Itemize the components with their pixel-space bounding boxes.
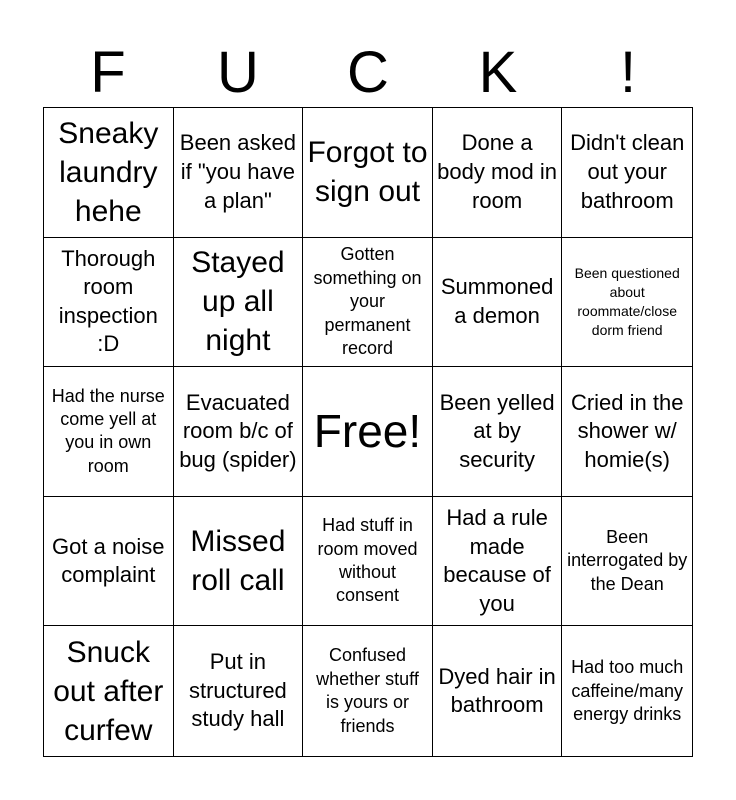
bingo-cell[interactable]	[174, 238, 304, 368]
cell-text: Dyed hair in bathroom	[438, 663, 556, 718]
cell-text: Stayed up all night	[191, 246, 285, 358]
bingo-cell[interactable]	[303, 108, 433, 238]
cell-text: Confused whether stuff is yours or friends	[316, 645, 419, 736]
free-space-text: Free!	[313, 405, 422, 458]
cell-text: Had too much caffeine/many energy drinks	[571, 657, 684, 724]
bingo-cell[interactable]	[44, 626, 174, 756]
bingo-cell[interactable]	[174, 626, 304, 756]
cell-text: Been asked if "you have a plan"	[179, 130, 296, 213]
free-space[interactable]	[303, 367, 433, 497]
bingo-cell[interactable]	[433, 108, 563, 238]
bingo-cell[interactable]	[174, 497, 304, 627]
cell-text: Forgot to sign out	[307, 136, 428, 209]
header-letter-5: !	[619, 40, 637, 105]
cell-text: Gotten something on your permanent record	[313, 244, 422, 358]
cell-text: Been yelled at by security	[439, 389, 555, 472]
cell-text: Been interrogated by the Dean	[567, 527, 688, 594]
cell-text: Missed roll call	[190, 525, 286, 598]
bingo-cell[interactable]	[44, 108, 174, 238]
cell-text: Cried in the shower w/ homie(s)	[570, 389, 684, 472]
cell-text: Had the nurse come yell at you in own room	[51, 385, 165, 476]
cell-text: Didn't clean out your bathroom	[570, 130, 685, 213]
cell-text: Had stuff in room moved without consent	[317, 515, 418, 606]
cell-text: Evacuated room b/c of bug (spider)	[179, 389, 297, 472]
cell-text: Snuck out after curfew	[53, 635, 164, 747]
bingo-cell[interactable]	[562, 626, 692, 756]
bingo-cell[interactable]	[562, 238, 692, 368]
bingo-cell[interactable]	[303, 497, 433, 627]
cell-text: Got a noise complaint	[52, 533, 165, 588]
bingo-cell[interactable]	[433, 626, 563, 756]
header-letter-2: U	[217, 40, 259, 105]
header-letter-3: C	[347, 40, 389, 105]
bingo-cell[interactable]	[44, 367, 174, 497]
cell-text: Sneaky laundry hehe	[58, 116, 159, 228]
bingo-cell[interactable]	[44, 238, 174, 368]
bingo-cell[interactable]	[562, 497, 692, 627]
bingo-cell[interactable]	[562, 367, 692, 497]
bingo-cell[interactable]	[303, 626, 433, 756]
header-letter-1: F	[90, 40, 126, 105]
cell-text: Done a body mod in room	[437, 130, 558, 213]
bingo-cell[interactable]	[44, 497, 174, 627]
bingo-header	[43, 40, 693, 106]
cell-text: Summoned a demon	[440, 274, 554, 328]
bingo-board	[43, 107, 693, 757]
bingo-cell[interactable]	[433, 497, 563, 627]
bingo-cell[interactable]	[433, 238, 563, 368]
bingo-cell[interactable]	[562, 108, 692, 238]
bingo-cell[interactable]	[303, 238, 433, 368]
bingo-cell[interactable]	[174, 367, 304, 497]
cell-text: Had a rule made because of you	[443, 504, 551, 616]
header-letter-4: K	[478, 40, 518, 105]
bingo-cell[interactable]	[174, 108, 304, 238]
cell-text: Put in structured study hall	[188, 649, 287, 732]
bingo-cell[interactable]	[433, 367, 563, 497]
cell-text: Been questioned about roommate/close dorm friend	[574, 265, 680, 338]
cell-text: Thorough room inspection :D	[58, 245, 158, 357]
